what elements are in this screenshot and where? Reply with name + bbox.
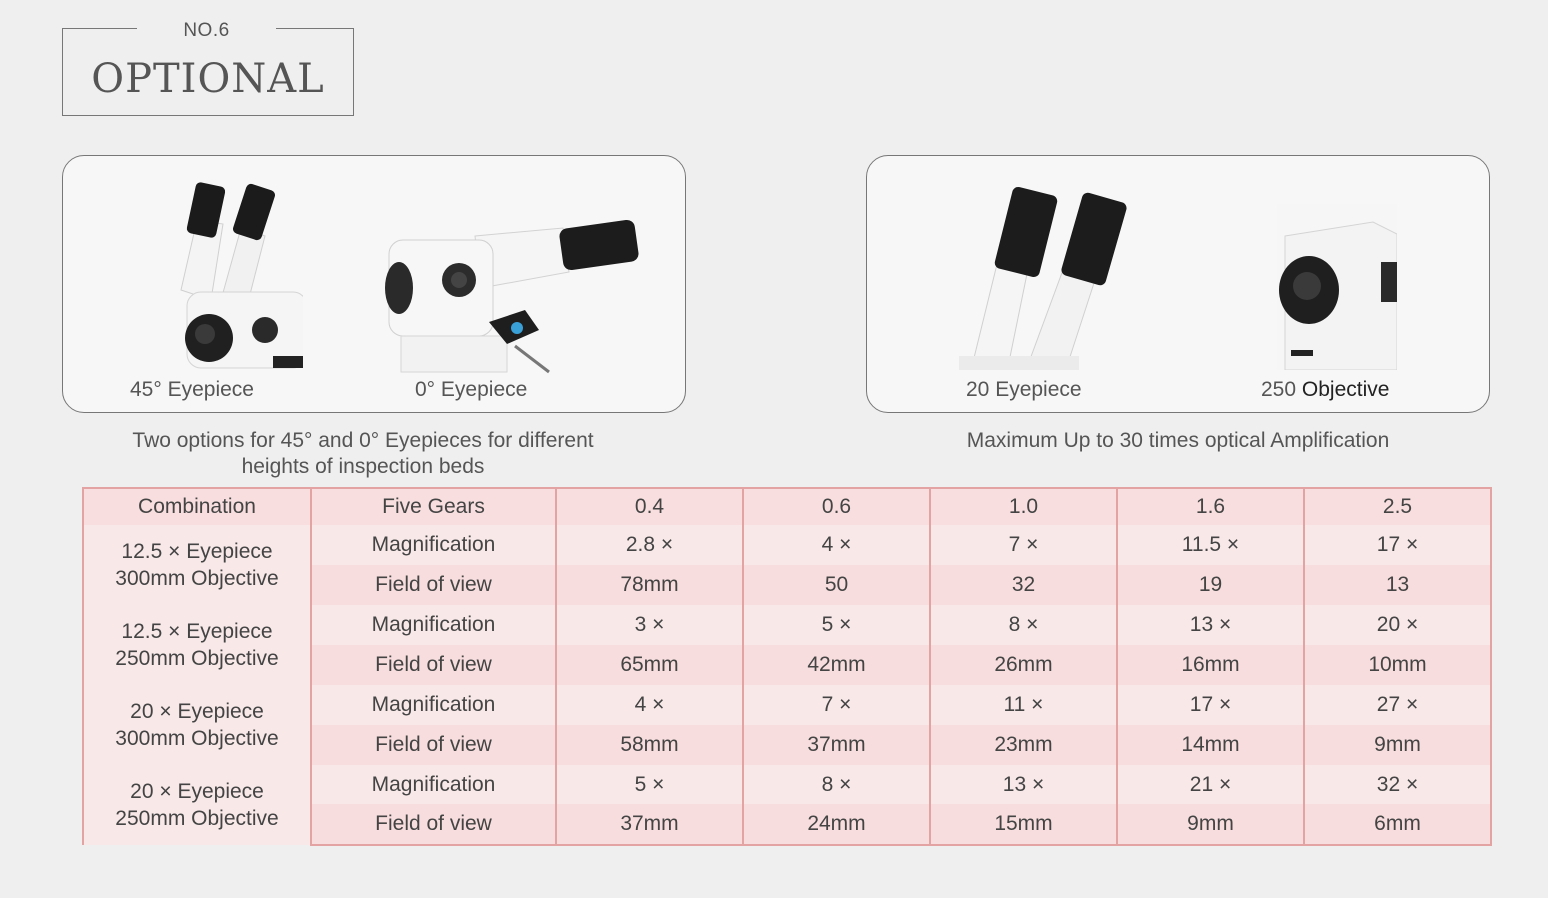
table-cell: 50 xyxy=(743,565,930,605)
eyepiece-caption-line1: Two options for 45° and 0° Eyepieces for different xyxy=(132,429,594,452)
header-cell: 0.6 xyxy=(743,488,930,525)
table-cell: 21 × xyxy=(1117,765,1304,804)
table-cell: 8 × xyxy=(743,765,930,804)
row-label: Field of view xyxy=(311,725,556,765)
table-cell: 5 × xyxy=(743,605,930,645)
table-cell: 24mm xyxy=(743,804,930,845)
table-cell: 42mm xyxy=(743,645,930,685)
combination-eyepiece: 20 × Eyepiece xyxy=(130,780,264,803)
table-cell: 78mm xyxy=(556,565,743,605)
table-cell: 13 × xyxy=(930,765,1117,804)
objective-250-image xyxy=(1277,204,1397,370)
table-cell: 4 × xyxy=(743,525,930,565)
table-cell: 37mm xyxy=(556,804,743,845)
combination-objective: 300mm Objective xyxy=(115,567,279,590)
header-cell: 0.4 xyxy=(556,488,743,525)
table-cell: 17 × xyxy=(1304,525,1491,565)
table-cell: 3 × xyxy=(556,605,743,645)
header-cell: Five Gears xyxy=(311,488,556,525)
table-cell: 14mm xyxy=(1117,725,1304,765)
combination-eyepiece: 12.5 × Eyepiece xyxy=(121,620,273,643)
table-cell: 23mm xyxy=(930,725,1117,765)
table-cell: 4 × xyxy=(556,685,743,725)
row-label: Magnification xyxy=(311,685,556,725)
table-cell: 65mm xyxy=(556,645,743,685)
table-cell: 9mm xyxy=(1304,725,1491,765)
table-cell: 26mm xyxy=(930,645,1117,685)
row-label: Field of view xyxy=(311,565,556,605)
magnification-options-panel xyxy=(866,155,1490,413)
table-cell: 2.8 × xyxy=(556,525,743,565)
table-cell: 7 × xyxy=(930,525,1117,565)
table-cell: 17 × xyxy=(1117,685,1304,725)
table-cell: 20 × xyxy=(1304,605,1491,645)
row-label: Magnification xyxy=(311,605,556,645)
section-number: NO.6 xyxy=(183,20,230,41)
table-row xyxy=(83,765,1491,804)
eyepiece-options-panel xyxy=(62,155,686,413)
table-cell: 58mm xyxy=(556,725,743,765)
eyepiece-20-label: 20 Eyepiece xyxy=(966,378,1082,401)
eyepiece-0-label: 0° Eyepiece xyxy=(415,378,528,401)
table-cell: 9mm xyxy=(1117,804,1304,845)
table-cell: 27 × xyxy=(1304,685,1491,725)
eyepiece-0-image xyxy=(385,218,645,374)
table-cell: 16mm xyxy=(1117,645,1304,685)
objective-250-label xyxy=(1261,378,1389,402)
combination-objective: 250mm Objective xyxy=(115,647,279,670)
table-row xyxy=(83,685,1491,725)
eyepiece-20-image xyxy=(959,186,1139,370)
combination-cell xyxy=(83,605,311,685)
combination-cell xyxy=(83,765,311,845)
table-cell: 32 xyxy=(930,565,1117,605)
table-header-row xyxy=(83,488,1491,525)
table-cell: 10mm xyxy=(1304,645,1491,685)
header-cell: 1.6 xyxy=(1117,488,1304,525)
table-cell: 6mm xyxy=(1304,804,1491,845)
header-cell: 2.5 xyxy=(1304,488,1491,525)
row-label: Magnification xyxy=(311,525,556,565)
row-label: Magnification xyxy=(311,765,556,804)
objective-250-number: 250 xyxy=(1261,378,1297,401)
table-cell: 11.5 × xyxy=(1117,525,1304,565)
combination-eyepiece: 20 × Eyepiece xyxy=(130,700,264,723)
combination-cell xyxy=(83,525,311,605)
combination-objective: 300mm Objective xyxy=(115,727,279,750)
header-cell: Combination xyxy=(83,488,311,525)
objective-250-word: Objective xyxy=(1301,378,1390,401)
table-cell: 37mm xyxy=(743,725,930,765)
table-cell: 5 × xyxy=(556,765,743,804)
optical-spec-table xyxy=(82,487,1492,846)
table-cell: 7 × xyxy=(743,685,930,725)
table-cell: 19 xyxy=(1117,565,1304,605)
combination-eyepiece: 12.5 × Eyepiece xyxy=(121,540,273,563)
eyepiece-45-image xyxy=(123,180,303,370)
header-cell: 1.0 xyxy=(930,488,1117,525)
combination-cell xyxy=(83,685,311,765)
table-cell: 8 × xyxy=(930,605,1117,645)
row-label: Field of view xyxy=(311,645,556,685)
table-cell: 32 × xyxy=(1304,765,1491,804)
table-cell: 13 × xyxy=(1117,605,1304,645)
eyepiece-45-label: 45° Eyepiece xyxy=(130,378,254,401)
table-cell: 13 xyxy=(1304,565,1491,605)
table-row xyxy=(83,605,1491,645)
combination-objective: 250mm Objective xyxy=(115,807,279,830)
magnification-caption: Maximum Up to 30 times optical Amplification xyxy=(966,429,1390,452)
table-row xyxy=(83,525,1491,565)
table-cell: 15mm xyxy=(930,804,1117,845)
section-title: OPTIONAL xyxy=(91,56,325,102)
eyepiece-caption-line2: heights of inspection beds xyxy=(241,455,485,478)
table-cell: 11 × xyxy=(930,685,1117,725)
eyepiece-options-caption xyxy=(62,428,664,480)
row-label: Field of view xyxy=(311,804,556,845)
